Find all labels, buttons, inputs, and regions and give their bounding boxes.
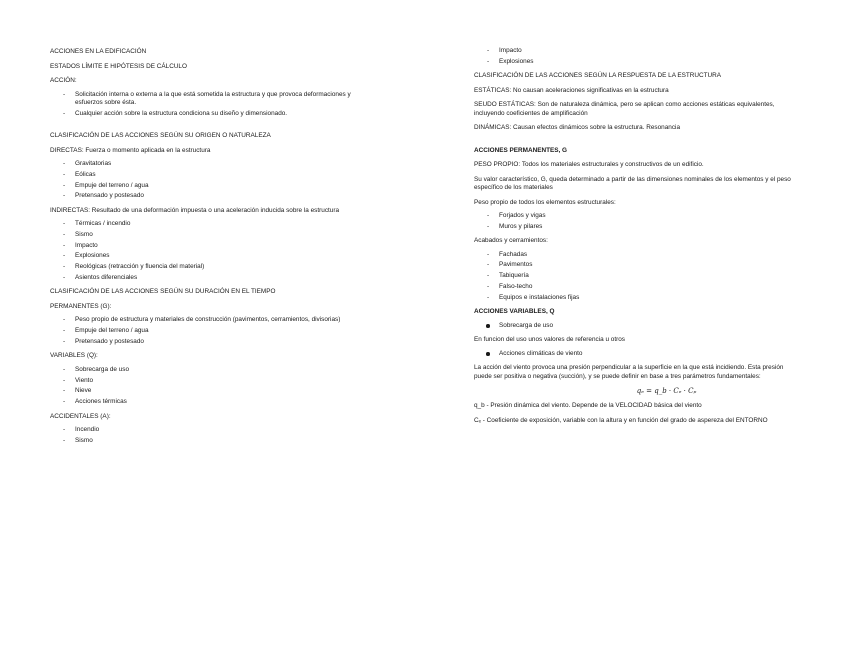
valor-caracteristico-text: Su valor característico, G, queda determinado a partir de las dimensiones nominales de los elementos y el peso específico de los materiales — [474, 175, 791, 191]
left-column — [50, 48, 355, 451]
acabados-label: Acabados y cerramientos: — [474, 237, 548, 245]
list-item: - Empuje del terreno / agua — [50, 182, 355, 190]
list-item: - Sismo — [50, 231, 355, 239]
list-item: - Eólicas — [50, 171, 355, 179]
viento-text: La acción del viento provoca una presión perpendicular a la superficie en la que está incidiendo. Esta presión puede ser positiva o negativa (succión), y se puede definir en base a tres parámetros fundamentales: — [474, 364, 784, 380]
list-item: - Muros y pilares — [474, 223, 799, 231]
list-item: - Incendio — [50, 426, 355, 434]
right-column — [474, 48, 799, 431]
accidentales-list — [50, 426, 355, 445]
list-item: - Reológicas (retracción y fluencia del material) — [50, 263, 355, 271]
directas-text: DIRECTAS: Fuerza o momento aplicada en la estructura — [50, 146, 211, 154]
list-item: - Acciones térmicas — [50, 398, 355, 406]
list-item: - Térmicas / incendio — [50, 220, 355, 228]
list-item: - Sobrecarga de uso — [50, 366, 355, 374]
spacer — [50, 124, 355, 132]
variables-list — [50, 366, 355, 406]
accion-label: ACCIÓN: — [50, 77, 77, 85]
dinamicas-text: DINÁMICAS: Causan efectos dinámicos sobre la estructura. Resonancia — [474, 124, 681, 132]
section-subtitle: ESTADOS LÍMITE E HIPÓTESIS DE CÁLCULO — [50, 62, 187, 70]
estructurales-list — [474, 212, 799, 231]
peso-estructurales-label: Peso propio de todos los elementos estructurales: — [474, 198, 616, 206]
qb-definition: q_b - Presión dinámica del viento. Depende de la VELOCIDAD básica del viento — [474, 402, 702, 410]
indirectas-list — [50, 220, 355, 282]
indirectas-text: INDIRECTAS: Resultado de una deformación impuesta o una aceleración inducida sobre la estructura — [50, 206, 340, 214]
list-item: - Falso-techo — [474, 283, 799, 291]
wind-pressure-formula: qₑ = q_b · Cₑ · Cₚ — [636, 387, 697, 396]
funcion-uso-text: En funcion del uso unos valores de referencia u otros — [474, 336, 625, 344]
list-item: - Explosiones — [50, 252, 355, 260]
permanentes-list — [50, 316, 355, 346]
directas-list — [50, 160, 355, 200]
list-item: - Cualquier acción sobre la estructura condiciona su diseño y dimensionado. — [50, 110, 355, 118]
list-item: - Solicitación interna o externa a la que está sometida la estructura y que provoca deformaciones y esfuerzos sobre ésta. — [50, 91, 355, 108]
list-item: - Gravitatorias — [50, 160, 355, 168]
continued-list — [474, 47, 799, 66]
list-item: - Nieve — [50, 387, 355, 395]
list-item: - Explosiones — [474, 58, 799, 66]
list-item: - Tabiquería — [474, 272, 799, 280]
origen-heading: CLASIFICACIÓN DE LAS ACCIONES SEGÚN SU ORIGEN O NATURALEZA — [50, 132, 271, 140]
list-item: Acciones climáticas de viento — [474, 350, 799, 358]
peso-propio-text: PESO PROPIO: Todos los materiales estructurales y constructivos de un edificio. — [474, 161, 704, 169]
list-item: - Pretensado y postesado — [50, 338, 355, 346]
ce-definition: Cₑ - Coeficiente de exposición, variable con la altura y en función del grado de aspereza del ENTORNO — [474, 416, 768, 424]
permanentes-heading: ACCIONES PERMANENTES, G — [474, 146, 568, 154]
list-item: - Pavimentos — [474, 261, 799, 269]
respuesta-heading: CLASIFICACIÓN DE LAS ACCIONES SEGÚN LA RESPUESTA DE LA ESTRUCTURA — [474, 72, 722, 80]
variables-bullet-1 — [474, 322, 799, 330]
list-item: Sobrecarga de uso — [474, 322, 799, 330]
permanentes-label: PERMANENTES (G): — [50, 302, 112, 310]
list-item: - Sismo — [50, 437, 355, 445]
list-item: - Impacto — [50, 242, 355, 250]
variables-heading: ACCIONES VARIABLES, Q — [474, 308, 555, 316]
list-item: - Peso propio de estructura y materiales de construcción (pavimentos, cerramientos, divisorias) — [50, 316, 355, 324]
variables-label: VARIABLES (Q): — [50, 352, 98, 360]
list-item: - Equipos e instalaciones fijas — [474, 294, 799, 302]
document-title: ACCIONES EN LA EDIFICACIÓN — [50, 48, 147, 55]
list-item: - Empuje del terreno / agua — [50, 327, 355, 335]
variables-bullet-2 — [474, 350, 799, 358]
seudo-estaticas-text: SEUDO ESTÁTICAS: Son de naturaleza dinámica, pero se aplican como acciones estáticas equivalentes, incluyendo coeficientes de amplificación — [474, 101, 775, 117]
list-item: - Impacto — [474, 47, 799, 55]
estaticas-text: ESTÁTICAS: No causan aceleraciones significativas en la estructura — [474, 86, 669, 94]
list-item: - Asientos diferenciales — [50, 274, 355, 282]
list-item: - Forjados y vigas — [474, 212, 799, 220]
list-item: - Viento — [50, 377, 355, 385]
accidentales-label: ACCIDENTALES (A): — [50, 412, 111, 420]
list-item: - Fachadas — [474, 251, 799, 259]
duracion-heading: CLASIFICACIÓN DE LAS ACCIONES SEGÚN SU DURACIÓN EN EL TIEMPO — [50, 288, 276, 296]
acabados-list — [474, 251, 799, 302]
accion-list — [50, 91, 355, 118]
list-item: - Pretensado y postesado — [50, 192, 355, 200]
spacer — [474, 139, 799, 147]
